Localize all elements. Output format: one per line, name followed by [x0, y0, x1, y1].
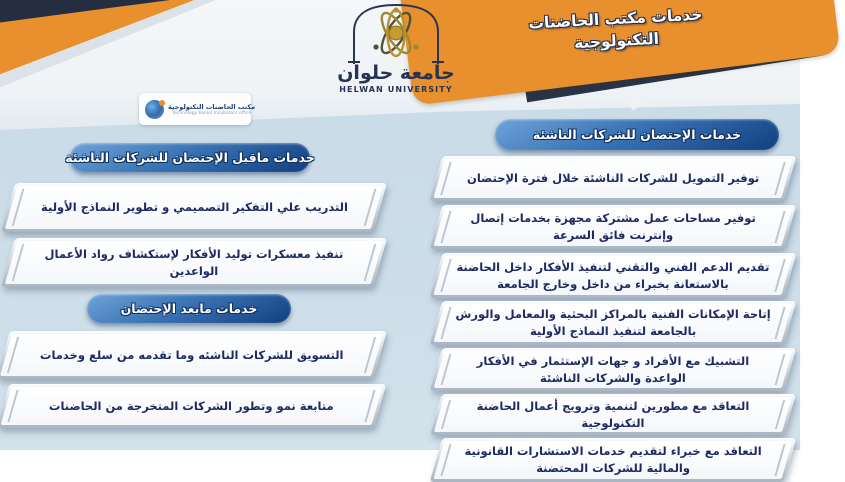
service-item: التسويق للشركات الناشئه وما تقدمه من سلع وخدمات — [0, 331, 387, 379]
office-logo — [139, 93, 256, 125]
university-arabic-name: جامعة حلوان — [337, 62, 455, 84]
service-item: توفير مساحات عمل مشتركة مجهزة بخدمات إتصال وإنترنت فائق السرعة — [430, 205, 797, 249]
page-title-line2: التكنولوجية — [573, 30, 660, 53]
service-item: متابعة نمو وتطور الشركات المتخرجة من الحاضنات — [0, 384, 386, 428]
service-item: إتاحة الإمكانات الفنية بالمراكز البحثية والمعامل والورش بالجامعة لتنفيذ النماذج الأولية — [430, 301, 797, 345]
section-header-post-incubation: خدمات مابعد الإحتضان — [87, 294, 291, 323]
service-item: التعاقد مع مطورين لتنمية وترويج أعمال الحاضنة التكنولوجية — [430, 394, 796, 435]
page-title-line1: خدمات مكتب الحاضنات — [528, 5, 703, 33]
university-english-name: HELWAN UNIVERSITY — [339, 85, 453, 94]
globe-icon — [145, 100, 164, 119]
section-header-incubation: خدمات الإحتضان للشركات الناشئة — [495, 119, 779, 150]
service-item: توفير التمويل للشركات الناشئة خلال فترة الإحتضان — [430, 156, 797, 201]
office-english-name: Technology based Incubators office — [171, 110, 252, 116]
office-arabic-name: مكتب الحاضنات التكنولوجية — [168, 102, 256, 111]
service-item: التشبيك مع الأفراد و جهات الإستثمار في الأفكار الواعدة والشركات الناشئة — [430, 348, 796, 391]
section-header-pre-incubation: خدمات ماقبل الإحتضان للشركات الناشئة — [70, 143, 310, 172]
office-logo-text — [168, 103, 255, 116]
service-item: تقديم الدعم الفني والتقني لتنفيذ الأفكار داخل الحاضنة بالاستعانة بخبراء من داخل وخارج الجامعة — [430, 253, 797, 298]
atom-arch-icon — [328, 2, 464, 64]
service-item: التعاقد مع خبراء لتقديم خدمات الاستشارات القانونية والمالية للشركات المحتضنة — [430, 438, 797, 482]
university-logo — [328, 2, 464, 94]
service-item: تنفيذ معسكرات توليد الأفكار لإستكشاف رواد الأعمال الواعدين — [1, 238, 387, 287]
service-item: التدريب علي التفكير التصميمي و تطوير النماذج الأولية — [1, 183, 387, 232]
